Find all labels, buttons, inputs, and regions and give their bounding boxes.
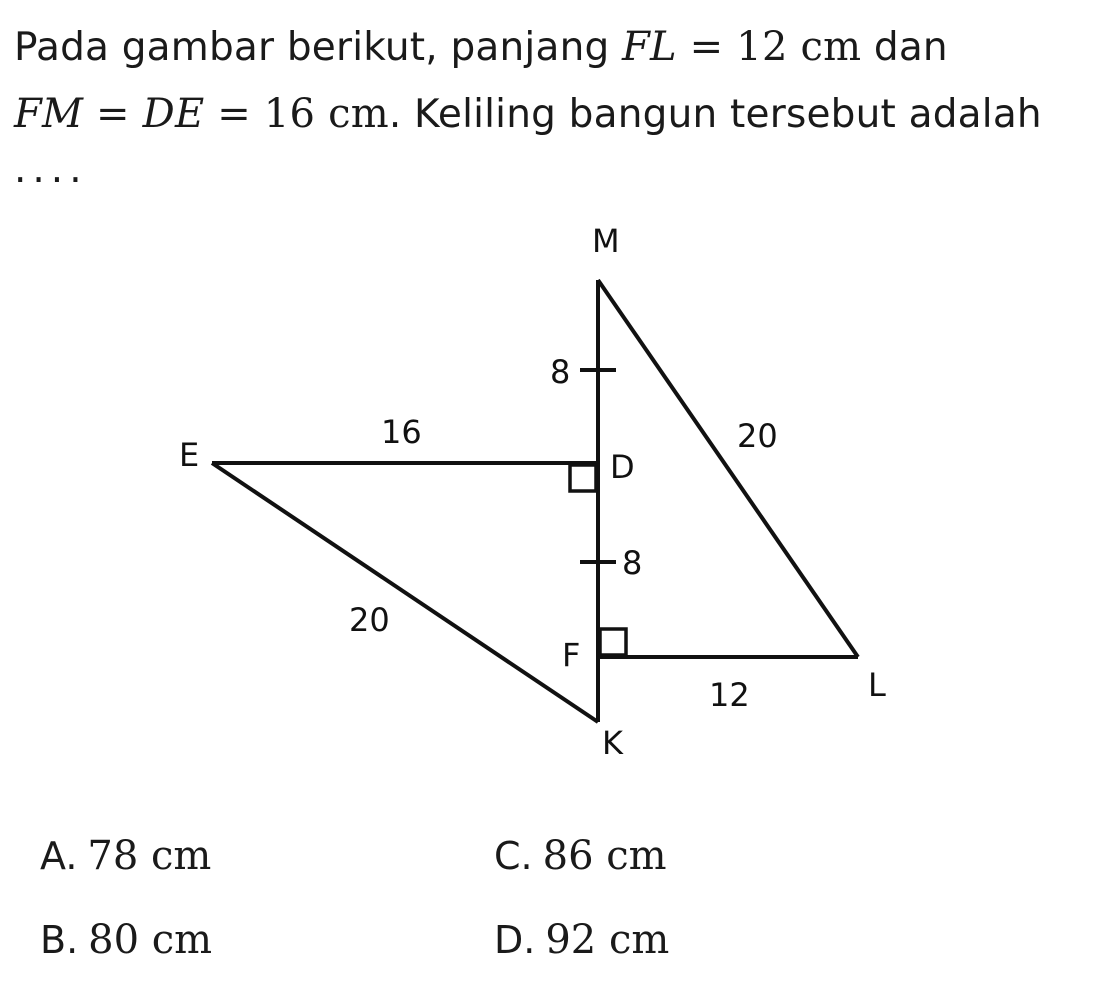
option-c-value: 86 cm: [542, 833, 667, 879]
math-fl-value: = 12 cm: [676, 24, 862, 70]
question-part-3: . Keliling bangun tersebut adalah: [388, 92, 1042, 137]
option-a[interactable]: [40, 834, 211, 878]
label-point-d: D: [610, 448, 635, 486]
option-d-value: 92 cm: [545, 917, 670, 963]
label-point-k: K: [602, 724, 623, 762]
length-label-ed: 16: [381, 413, 422, 451]
math-fm-value: = 16 cm: [204, 91, 389, 137]
option-a-letter: A.: [40, 834, 78, 878]
option-a-value: 78 cm: [87, 833, 212, 879]
option-b-letter: B.: [40, 918, 79, 962]
length-label-df: 8: [622, 544, 643, 582]
label-point-e: E: [179, 436, 200, 474]
option-c-letter: C.: [494, 834, 533, 878]
right-angle-marker-f: [600, 629, 626, 655]
length-label-fl: 12: [709, 676, 750, 714]
length-label-md: 8: [550, 353, 571, 391]
segment-ek: [212, 463, 598, 722]
option-b-value: 80 cm: [88, 917, 213, 963]
option-c[interactable]: [494, 834, 667, 878]
math-equals: =: [83, 91, 143, 137]
label-point-l: L: [868, 666, 886, 704]
option-d-letter: D.: [494, 918, 536, 962]
math-fl: FL: [622, 24, 677, 70]
question-dots: ····: [14, 158, 88, 203]
option-d[interactable]: [494, 918, 669, 962]
label-point-m: M: [592, 222, 620, 260]
math-fm: FM: [14, 91, 84, 137]
segment-ml: [598, 280, 858, 657]
question-part-1: Pada gambar berikut, panjang: [14, 25, 623, 70]
option-b[interactable]: [40, 918, 212, 962]
label-point-f: F: [562, 636, 581, 674]
math-de: DE: [142, 91, 205, 137]
length-label-ml: 20: [737, 417, 778, 455]
question-part-2: dan: [861, 25, 948, 70]
length-label-ek: 20: [349, 601, 390, 639]
right-angle-marker-d: [570, 465, 596, 491]
